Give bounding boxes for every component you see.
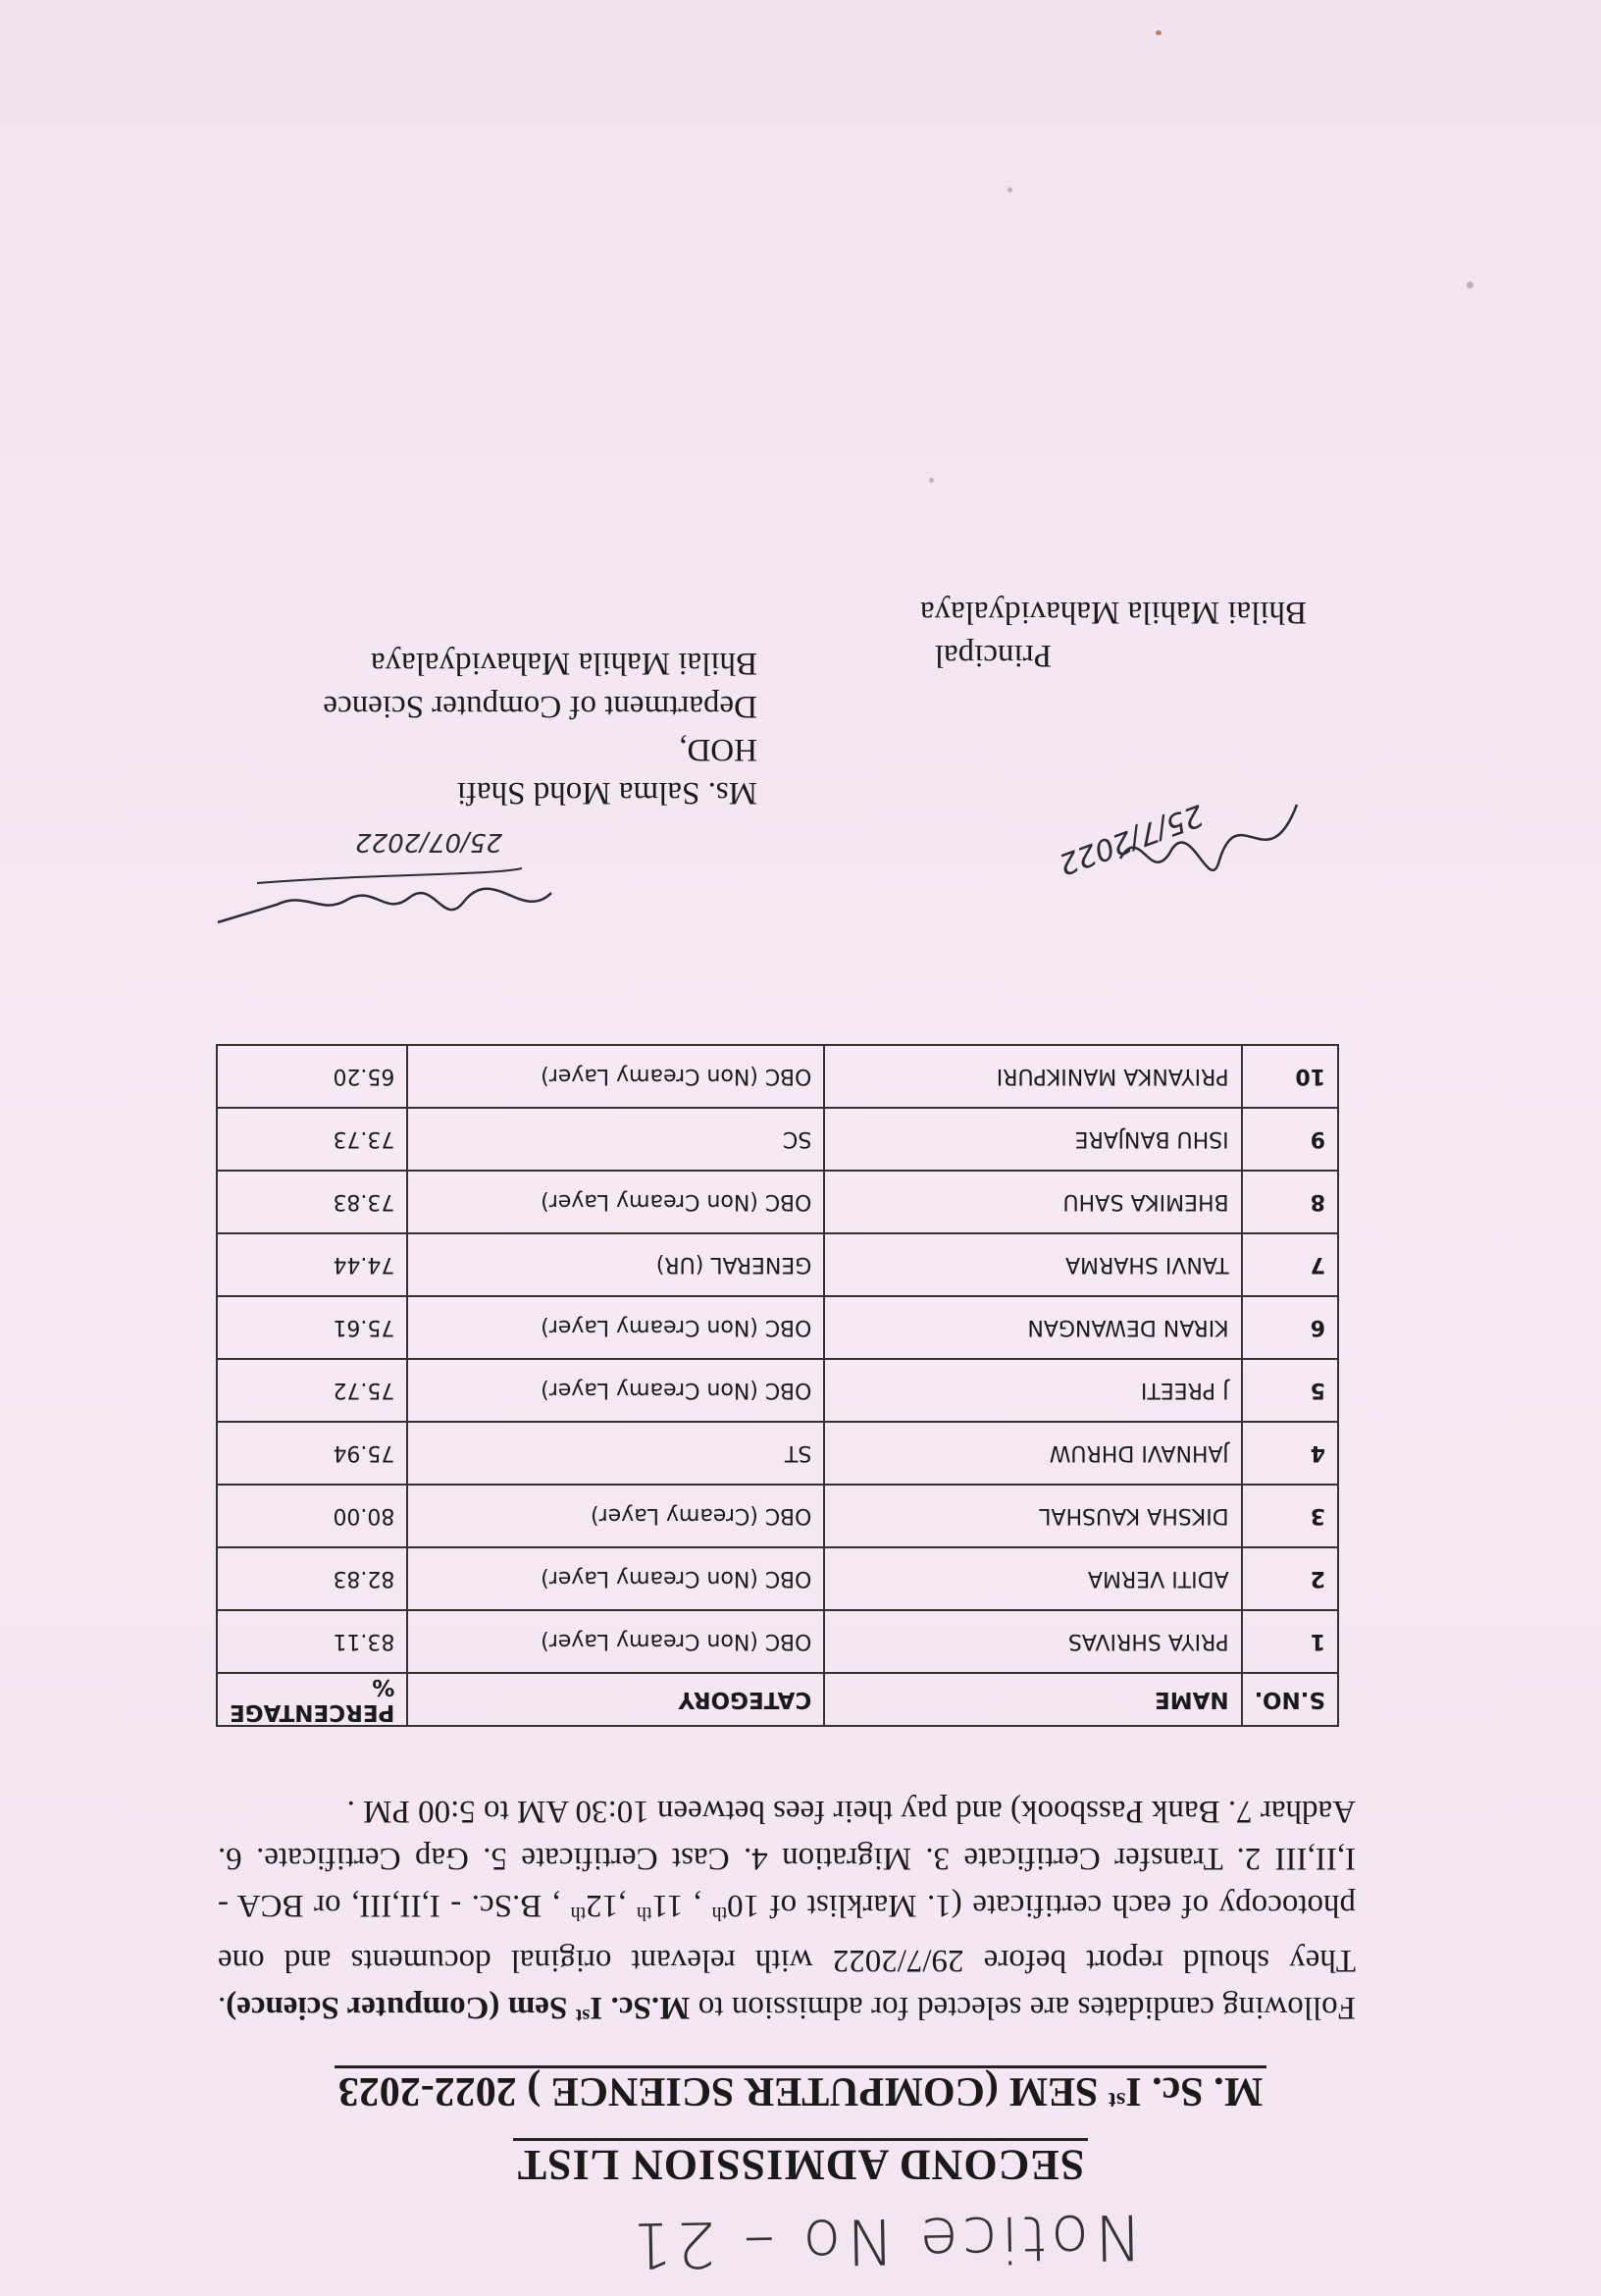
speck [1156,30,1162,35]
col-header-category: CATEGORY [407,1673,824,1726]
cell-sno: 2 [1242,1547,1338,1610]
hod-block: Ms. Salma Mohd Shafi HOD, Department of Computer Science Bhilai Mahila Mahavidyalaya [323,646,757,810]
col-header-sno: S.NO. [1242,1673,1338,1726]
speck [1007,187,1012,192]
cell-percentage: 80.00 [217,1485,407,1547]
table-row [217,1296,1338,1359]
cell-sno: 7 [1242,1233,1338,1296]
cell-category: OBC (Non Creamy Layer) [407,1359,824,1422]
cell-sno: 6 [1242,1296,1338,1359]
cell-name: J PREETI [824,1359,1241,1422]
cell-name: KIRAN DEWANGAN [824,1296,1241,1359]
hod-signature [188,824,581,952]
cell-category: OBC (Creamy Layer) [407,1485,824,1547]
cell-percentage: 75.61 [217,1296,407,1359]
cell-category: OBC (Non Creamy Layer) [407,1171,824,1233]
cell-percentage: 65.20 [217,1045,407,1108]
cell-category: ST [407,1422,824,1485]
cell-name: DIKSHA KAUSHAL [824,1485,1241,1547]
cell-percentage: 74.44 [217,1233,407,1296]
table-row [217,1233,1338,1296]
col-header-percentage: PERCENTAGE % [217,1673,407,1726]
cell-percentage: 82.83 [217,1547,407,1610]
table-row [217,1485,1338,1547]
cell-category: OBC (Non Creamy Layer) [407,1296,824,1359]
col-header-name: NAME [824,1673,1241,1726]
hod-signature-date: 25/07/2022 [355,827,502,857]
cell-category: OBC (Non Creamy Layer) [407,1547,824,1610]
handwritten-notice-number: Notice No – 21 [627,2199,1141,2281]
cell-name: ISHU BANJARE [824,1108,1241,1171]
page-title: SECOND ADMISSION LIST [0,2140,1601,2190]
principal-signature-date: 25/7/2022 [1054,797,1209,881]
cell-percentage: 75.72 [217,1359,407,1422]
cell-name: BHEMIKA SAHU [824,1171,1241,1233]
table-row [217,1610,1338,1673]
cell-percentage: 73.83 [217,1171,407,1233]
cell-name: JAHNAVI DHRUW [824,1422,1241,1485]
principal-block: Principal Bhilai Mahila Mahavidyalaya [919,595,1307,673]
table-row [217,1171,1338,1233]
table-header-row [217,1673,1338,1726]
cell-category: OBC (Non Creamy Layer) [407,1045,824,1108]
speck [929,478,934,483]
speck [1467,282,1473,288]
cell-name: TANVI SHARMA [824,1233,1241,1296]
principal-signature [1022,785,1307,903]
cell-percentage: 75.94 [217,1422,407,1485]
cell-category: OBC (Non Creamy Layer) [407,1610,824,1673]
admission-table [216,1044,1339,1727]
table-row [217,1547,1338,1610]
cell-sno: 9 [1242,1108,1338,1171]
cell-category: GENERAL (UR) [407,1233,824,1296]
cell-percentage: 83.11 [217,1610,407,1673]
table-row [217,1045,1338,1108]
cell-category: SC [407,1108,824,1171]
cell-sno: 10 [1242,1045,1338,1108]
cell-name: PRIYANKA MANIKPURI [824,1045,1241,1108]
cell-sno: 5 [1242,1359,1338,1422]
table-row [217,1108,1338,1171]
cell-sno: 8 [1242,1171,1338,1233]
cell-name: PRIYA SHRIVAS [824,1610,1241,1673]
cell-sno: 4 [1242,1422,1338,1485]
cell-sno: 1 [1242,1610,1338,1673]
table-row [217,1422,1338,1485]
page-subtitle: M. Sc. Ist SEM (COMPUTER SCIENCE ) 2022-2023 [0,2067,1601,2114]
cell-percentage: 73.73 [217,1108,407,1171]
cell-sno: 3 [1242,1485,1338,1547]
instructions-paragraph: Following candidates are selected for admission to M.Sc. Ist Sem (Computer Science). They should report before 29/7/2022 with relevant original documents and one photocopy of each certificate (1. Marklist of 10th , 11th ,12th , B.Sc. - I,II,III, or BCA - I,II,III 2. Transfer Certificate 3. Migration 4. Cast Certificate 5. Gap Certificate. 6. Aadhar 7. Bank Passbook) and pay their fees between 10:30 AM to 5:00 PM . [217,1794,1356,2026]
cell-name: ADITI VERMA [824,1547,1241,1610]
table-row [217,1359,1338,1422]
